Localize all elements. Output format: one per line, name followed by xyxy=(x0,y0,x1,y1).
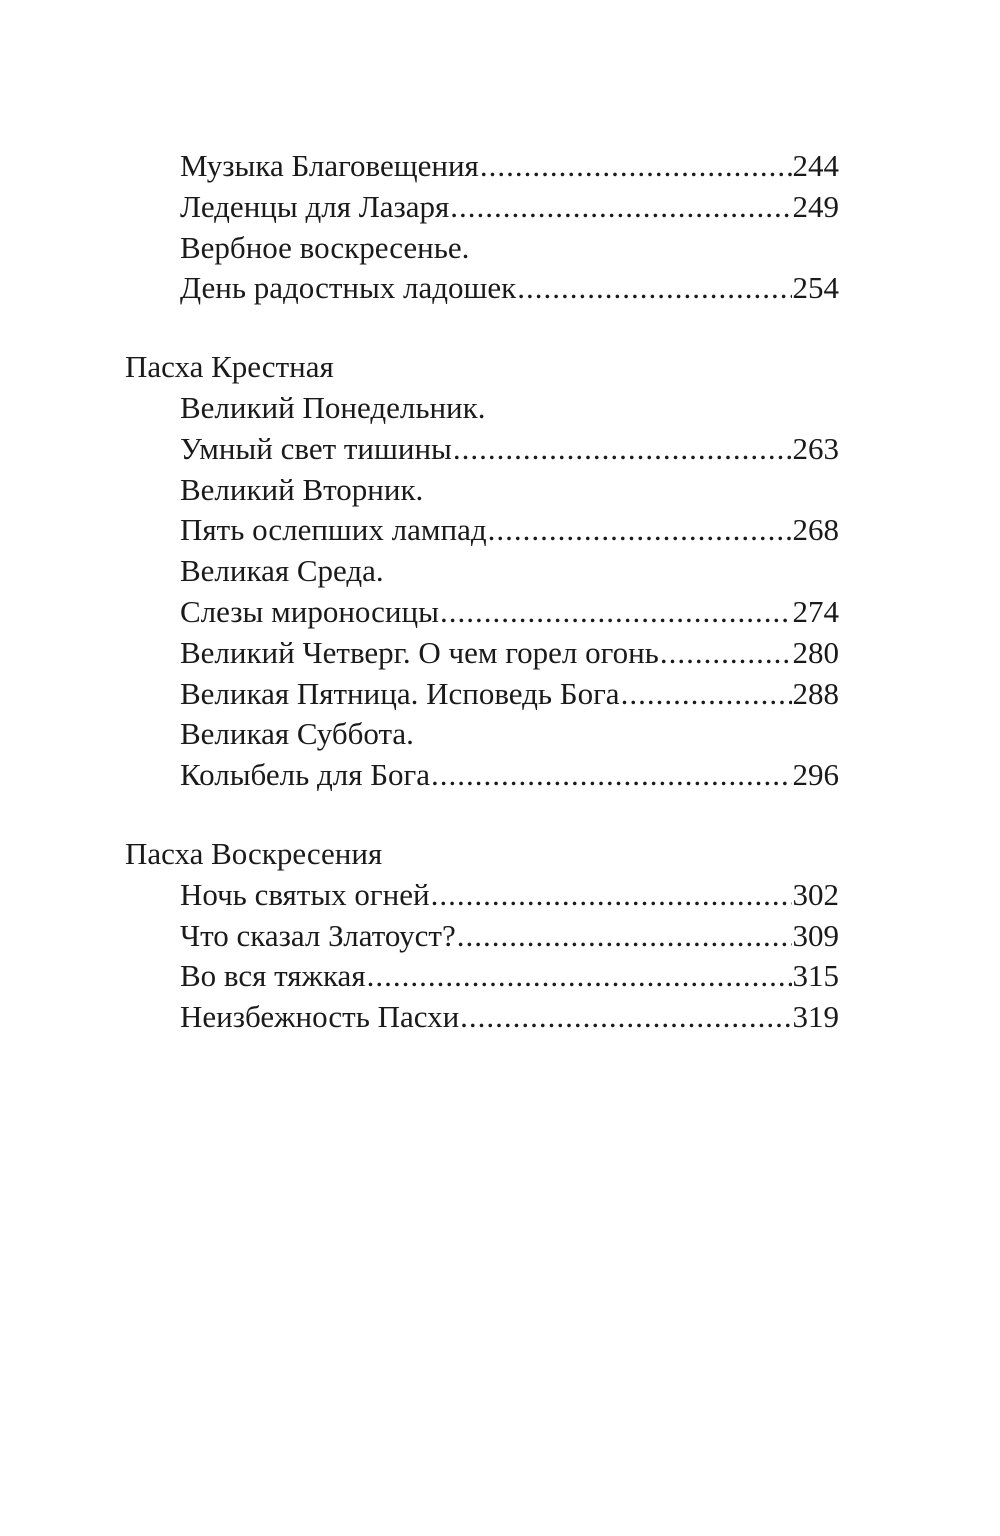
toc-entry-title: Пять ослепших лампад xyxy=(180,512,487,548)
toc-entry-title-line[interactable] xyxy=(180,228,839,269)
toc-entry-title: Великий Понедельник. xyxy=(180,389,486,425)
toc-entry-page: 319 xyxy=(792,999,839,1035)
dot-leader xyxy=(488,510,792,551)
toc-entry[interactable] xyxy=(180,875,839,916)
dot-leader xyxy=(431,755,791,796)
toc-entry-page: 263 xyxy=(792,430,839,466)
toc-entry-title: День радостных ладошек xyxy=(180,270,517,306)
toc-entry-title: Колыбель для Бога xyxy=(180,757,431,793)
toc-entry[interactable] xyxy=(180,592,839,633)
dot-leader xyxy=(457,916,792,957)
toc-entry-title: Вербное воскресенье. xyxy=(180,229,470,265)
toc-entry-title: Великая Суббота. xyxy=(180,716,414,752)
toc-entry-title: Великий Вторник. xyxy=(180,471,424,507)
toc-entry[interactable] xyxy=(180,674,839,715)
table-of-contents xyxy=(125,146,839,1038)
toc-entry[interactable] xyxy=(180,997,839,1038)
toc-entry[interactable] xyxy=(180,146,839,187)
toc-entry-title: Умный свет тишины xyxy=(180,430,452,466)
toc-entry-page: 254 xyxy=(792,270,839,306)
toc-entry-page: 249 xyxy=(792,188,839,224)
dot-leader xyxy=(660,633,792,674)
toc-entry-page: 268 xyxy=(792,512,839,548)
toc-section-heading: Пасха Крестная xyxy=(125,349,334,385)
toc-entry-title: Музыка Благовещения xyxy=(180,148,479,183)
section-gap xyxy=(125,796,839,834)
dot-leader xyxy=(460,997,791,1038)
toc-entry[interactable] xyxy=(180,956,839,997)
toc-entry-title: Ночь святых огней xyxy=(180,876,430,912)
dot-leader xyxy=(453,429,792,470)
toc-entry[interactable] xyxy=(180,755,839,796)
dot-leader xyxy=(450,187,791,228)
toc-entry-title-line[interactable] xyxy=(180,470,839,511)
toc-entry-page: 309 xyxy=(792,917,839,953)
toc-entry-title-line[interactable] xyxy=(180,551,839,592)
toc-entry-title: Неизбежность Пасхи xyxy=(180,999,460,1035)
dot-leader xyxy=(621,674,792,715)
toc-entry-title-line[interactable] xyxy=(180,714,839,755)
toc-entry[interactable] xyxy=(180,633,839,674)
toc-section-heading: Пасха Воскресения xyxy=(125,835,383,871)
dot-leader xyxy=(517,268,791,309)
toc-entry[interactable] xyxy=(180,187,839,228)
toc-entry-page: 244 xyxy=(792,148,839,183)
section-gap xyxy=(125,309,839,347)
toc-entry[interactable] xyxy=(180,429,839,470)
toc-entry-title: Что сказал Златоуст? xyxy=(180,917,456,953)
toc-entry-title: Великая Пятница. Исповедь Бога xyxy=(180,675,620,711)
dot-leader xyxy=(367,956,792,997)
toc-entry-title: Великая Среда. xyxy=(180,553,384,589)
toc-entry-page: 288 xyxy=(792,675,839,711)
toc-entry-page: 315 xyxy=(792,958,839,994)
toc-entry-title-line[interactable] xyxy=(180,388,839,429)
dot-leader xyxy=(480,146,792,187)
toc-entry-title: Во вся тяжкая xyxy=(180,958,366,994)
toc-entry-page: 274 xyxy=(792,593,839,629)
toc-entry-page: 302 xyxy=(792,876,839,912)
dot-leader xyxy=(431,875,792,916)
toc-entry-title: Леденцы для Лазаря xyxy=(180,188,450,224)
toc-entry[interactable] xyxy=(180,916,839,957)
toc-entry-title: Слезы мироносицы xyxy=(180,593,439,629)
toc-entry[interactable] xyxy=(180,510,839,551)
toc-entry[interactable] xyxy=(180,268,839,309)
toc-entry-title: Великий Четверг. О чем горел огонь xyxy=(180,634,659,670)
toc-entry-page: 296 xyxy=(792,757,839,793)
toc-entry-page: 280 xyxy=(792,634,839,670)
dot-leader xyxy=(440,592,792,633)
